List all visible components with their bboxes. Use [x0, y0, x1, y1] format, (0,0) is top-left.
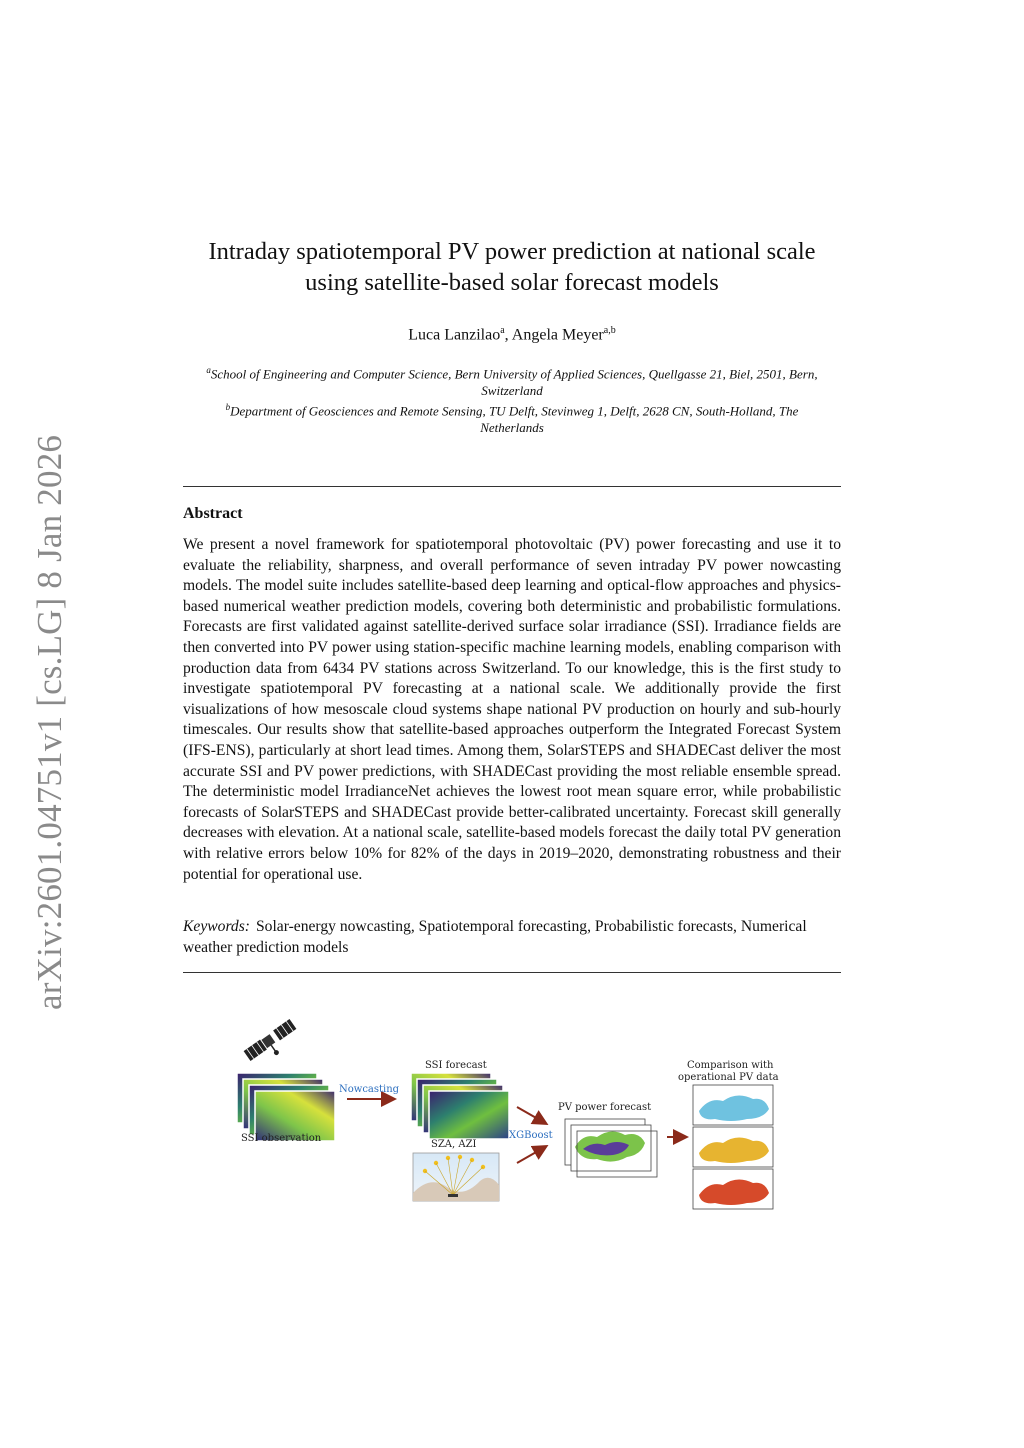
keywords	[183, 917, 841, 958]
figure-graphics	[225, 1015, 805, 1210]
paper-title	[150, 236, 874, 298]
satellite-icon	[244, 1019, 303, 1070]
label-xgboost: XGBoost	[509, 1130, 553, 1141]
author-list: Luca Lanzilao$^a$, Angela Meyer$^{a,b}$	[408, 325, 616, 344]
title-line-1: Intraday spatiotemporal PV power prediction at national scale	[208, 238, 816, 265]
affiliation-mark: a	[206, 365, 211, 375]
label-pv-power-forecast: PV power forecast	[558, 1102, 652, 1113]
affiliation-b	[200, 399, 824, 436]
author-name: Angela Meyer	[511, 326, 604, 344]
label-ssi-forecast: SSI forecast	[425, 1060, 487, 1071]
affiliation-text: Department of Geosciences and Remote Sensing, TU Delft, Stevinweg 1, Delft, 2628 CN, South-Holland, The Netherlands	[230, 403, 799, 436]
sun-geometry-panel	[413, 1153, 499, 1201]
label-nowcasting: Nowcasting	[339, 1084, 400, 1095]
label-comparison-line-2: operational PV data	[678, 1072, 779, 1083]
abstract-body: We present a novel framework for spatiotemporal photovoltaic (PV) power forecasting and use it to evaluate the reliability, sharpness, and overall performance of seven intraday PV power nowcasting models. The model suite includes satellite-based deep learning and optical-flow approaches and physics-based numerical weather prediction models, covering both deterministic and probabilistic formulations. Forecasts are first validated against satellite-derived surface solar irradiance (SSI). Irradiance fields are then converted into PV power using station-specific machine learning models, enabling comparison with production data from 6434 PV stations across Switzerland. To our knowledge, this is the first study to investigate spatiotemporal PV forecasting at a national scale. We additionally provide the first visualizations of how mesoscale cloud systems shape national PV production on hourly and sub-hourly timescales. Our results show that satellite-based approaches outperform the Integrated Forecast System (IFS-ENS), particularly at short lead times. Among them, SolarSTEPS and SHADECast deliver the most accurate SSI and PV power predictions, with SHADECast providing the most reliable ensemble spread. The deterministic model IrradianceNet achieves the lowest root mean square error, while probabilistic forecasts of SolarSTEPS and SHADECast provide better-calibrated uncertainty. Forecast skill generally decreases with elevation. At a national scale, satellite-based models forecast the daily total PV generation with relative errors below 10% for 82% of the days in 2019–2020, demonstrating robustness and their potential for operational use.	[183, 536, 841, 883]
arrow-ssi-to-pv	[517, 1107, 545, 1123]
affiliation-mark: b	[225, 402, 231, 413]
keywords-label: Keywords:	[183, 918, 250, 935]
pv-forecast-maps	[565, 1119, 657, 1177]
graphical-abstract	[225, 1015, 805, 1210]
top-rule	[183, 486, 841, 487]
abstract-heading: Abstract	[183, 505, 243, 522]
arxiv-identifier: arXiv:2601.04751v1 [cs.LG] 8 Jan 2026	[30, 434, 69, 1010]
ssi-observation-stack	[237, 1073, 335, 1141]
author-affil-mark: a,b	[603, 325, 616, 336]
label-sza-azi: SZA, AZI	[431, 1139, 477, 1150]
author-affil-mark: a	[500, 325, 505, 336]
affiliation-text: School of Engineering and Computer Science, Bern University of Applied Sciences, Quellgasse 21, Biel, 2501, Bern, Switzerland	[210, 366, 818, 398]
affiliations	[200, 362, 824, 437]
label-comparison-line-1: Comparison with	[687, 1060, 774, 1071]
title-line-2: using satellite-based solar forecast models	[305, 269, 719, 296]
bottom-rule	[183, 972, 841, 973]
ssi-forecast-stack	[411, 1073, 509, 1139]
arrow-sza-to-pv	[517, 1147, 545, 1163]
author-name: Luca Lanzilao	[408, 326, 501, 344]
affiliation-a	[200, 362, 824, 399]
comparison-maps	[693, 1085, 773, 1209]
keywords-text: Solar-energy nowcasting, Spatiotemporal forecasting, Probabilistic forecasts, Numerical weather prediction models	[183, 918, 807, 956]
label-ssi-observation: SSI observation	[241, 1133, 322, 1144]
